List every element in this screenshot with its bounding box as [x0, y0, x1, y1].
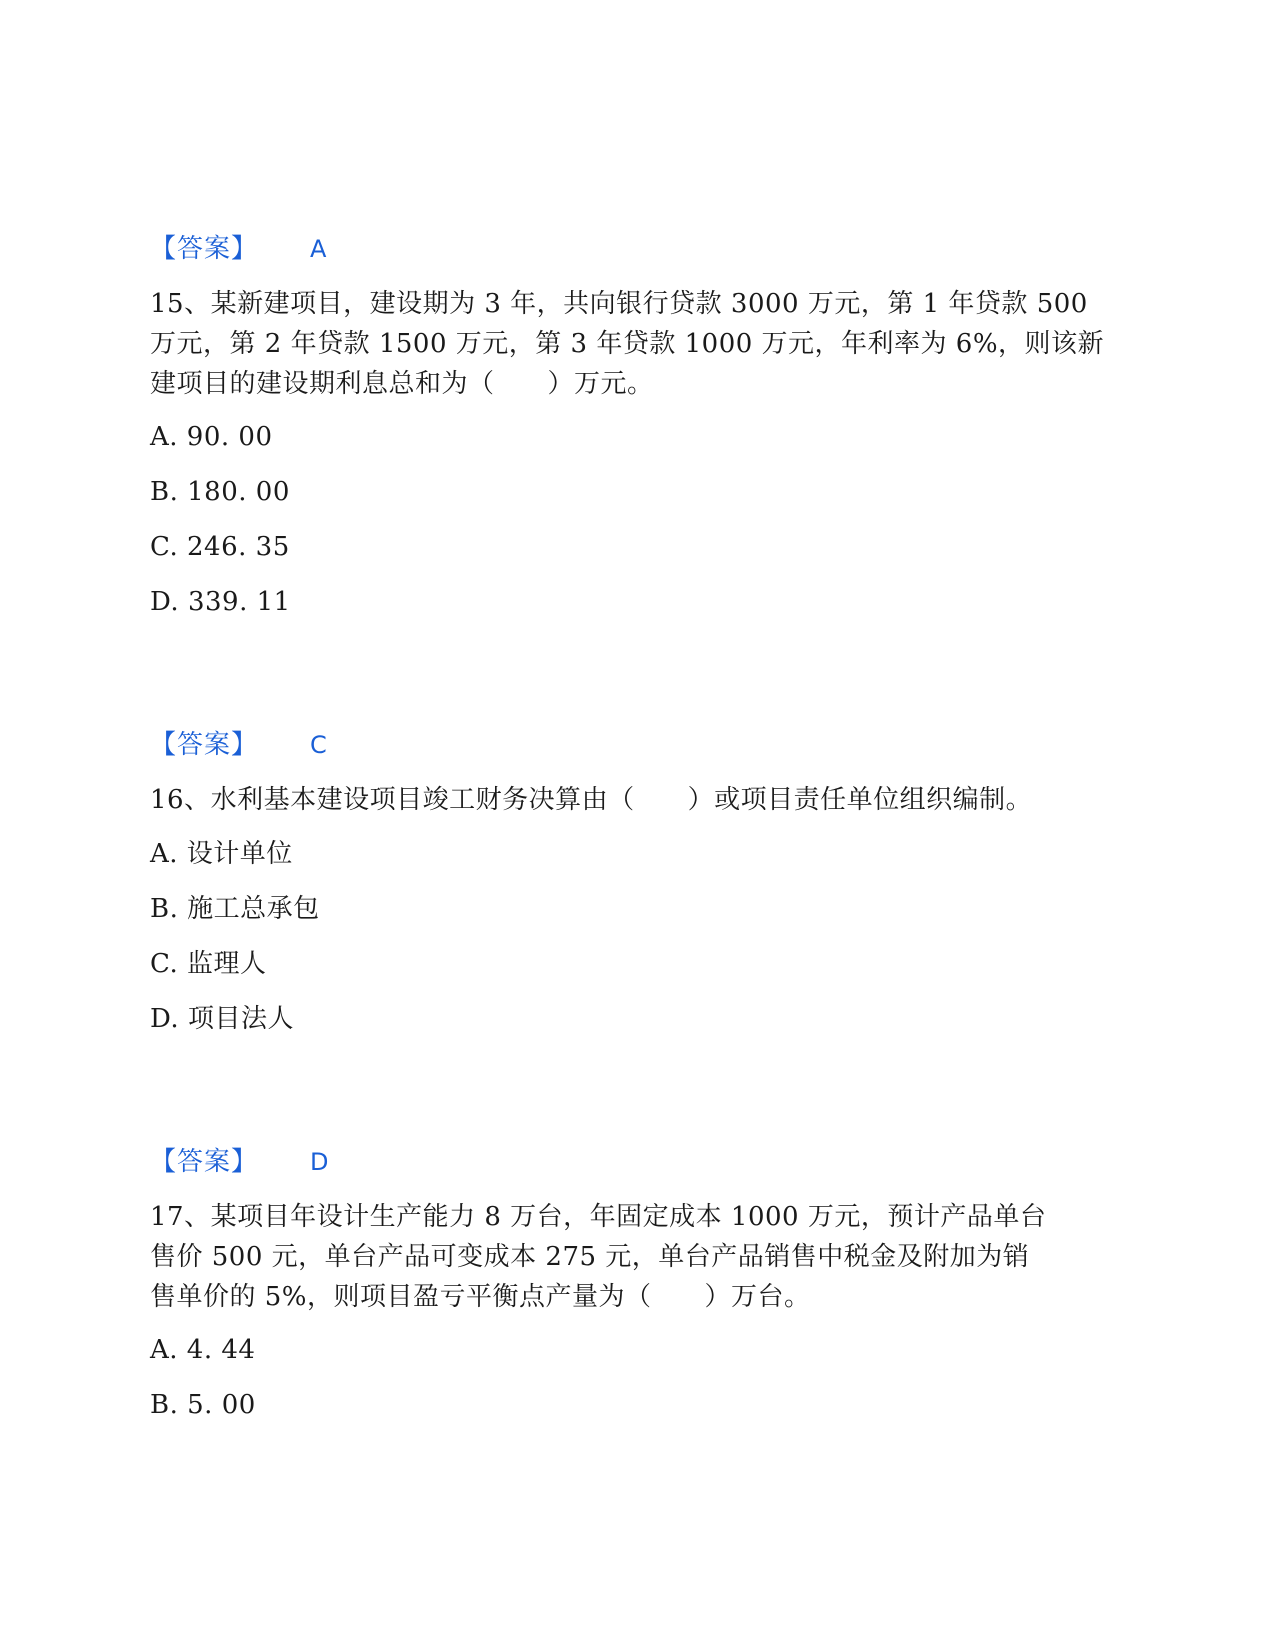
option-d: D. 项目法人	[150, 1004, 294, 1034]
option-b: B. 施工总承包	[150, 894, 320, 924]
option-c: C. 监理人	[150, 949, 267, 979]
answer-value: C	[310, 731, 327, 759]
question-16	[150, 780, 1130, 820]
option-b: B. 180. 00	[150, 477, 290, 507]
option-c: C. 246. 35	[150, 532, 290, 562]
question-line: 售单价的 5%，则项目盈亏平衡点产量为（ ）万台。	[150, 1282, 811, 1312]
answer-row	[150, 232, 326, 266]
option-a: A. 4. 44	[150, 1335, 256, 1365]
question-line: 建项目的建设期利息总和为（ ）万元。	[150, 369, 654, 399]
question-15	[150, 284, 1130, 404]
option-a: A. 90. 00	[150, 422, 273, 452]
question-line: 万元，第 2 年贷款 1500 万元，第 3 年贷款 1000 万元，年利率为 6%，则该新	[150, 329, 1105, 359]
option-d: D. 339. 11	[150, 587, 291, 617]
answer-label: 【答案】	[150, 730, 259, 760]
question-line: 17、某项目年设计生产能力 8 万台，年固定成本 1000 万元，预计产品单台	[150, 1202, 1047, 1232]
question-line: 售价 500 元，单台产品可变成本 275 元，单台产品销售中税金及附加为销	[150, 1242, 1030, 1272]
answer-label: 【答案】	[150, 234, 259, 264]
question-line: 15、某新建项目，建设期为 3 年，共向银行贷款 3000 万元，第 1 年贷款 500	[150, 289, 1088, 319]
answer-row	[150, 1145, 329, 1179]
answer-label: 【答案】	[150, 1147, 259, 1177]
question-line: 16、水利基本建设项目竣工财务决算由（ ）或项目责任单位组织编制。	[150, 785, 1033, 815]
answer-row	[150, 728, 327, 762]
option-b: B. 5. 00	[150, 1390, 256, 1420]
option-a: A. 设计单位	[150, 839, 293, 869]
answer-value: D	[310, 1148, 329, 1176]
answer-value: A	[310, 235, 327, 263]
question-17	[150, 1197, 1130, 1317]
